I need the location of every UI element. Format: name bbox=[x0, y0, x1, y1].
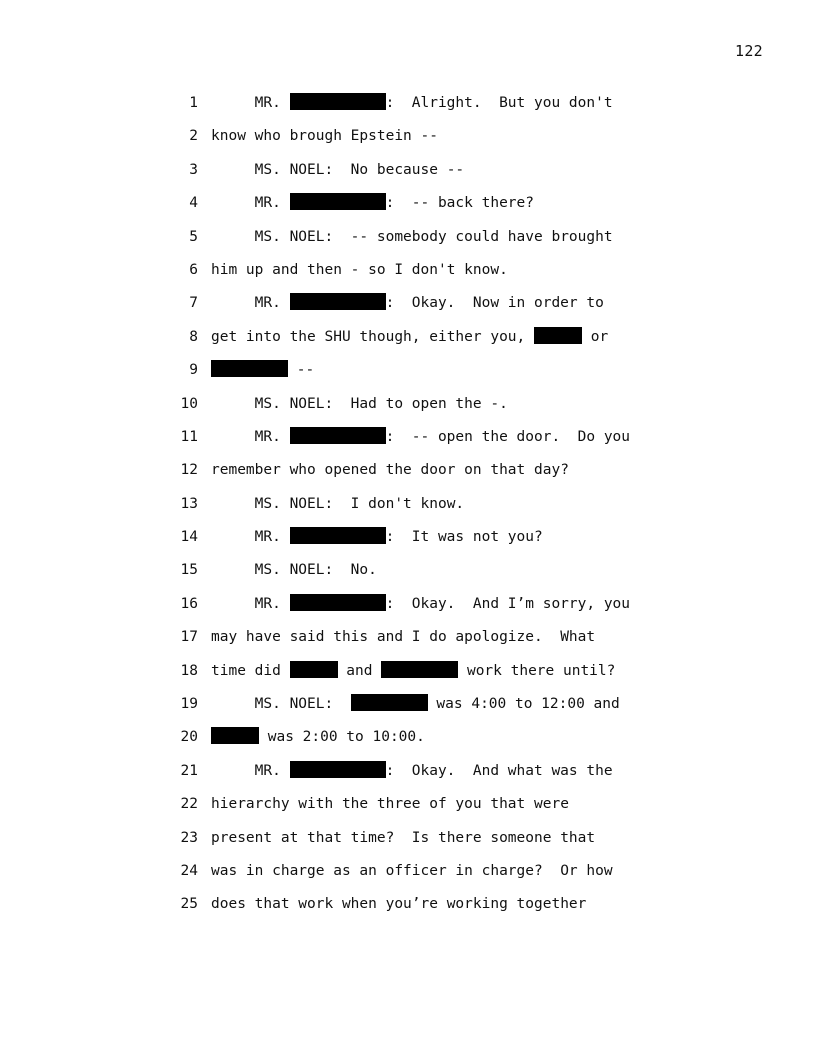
line-number: 4 bbox=[189, 195, 198, 212]
line-text bbox=[211, 721, 425, 754]
transcript-line bbox=[0, 354, 816, 387]
transcript-line bbox=[0, 822, 816, 855]
transcript-line bbox=[0, 120, 816, 153]
line-text bbox=[211, 221, 613, 254]
line-number: 13 bbox=[180, 495, 198, 512]
line-number: 9 bbox=[189, 362, 198, 379]
text-segment: and bbox=[337, 662, 382, 679]
transcript-body bbox=[0, 87, 816, 922]
text-segment: : Okay. And what was the bbox=[385, 762, 613, 779]
redaction-block bbox=[211, 727, 259, 744]
transcript-line bbox=[0, 721, 816, 754]
transcript-line bbox=[0, 621, 816, 654]
text-segment: know who brough Epstein -- bbox=[211, 128, 438, 145]
transcript-line bbox=[0, 388, 816, 421]
redaction-block bbox=[211, 360, 288, 377]
text-segment: MR. bbox=[211, 595, 290, 612]
line-number: 2 bbox=[189, 128, 198, 145]
transcript-line bbox=[0, 855, 816, 888]
redaction-block bbox=[290, 193, 386, 210]
text-segment: work there until? bbox=[458, 662, 616, 679]
line-text bbox=[211, 354, 314, 387]
transcript-line bbox=[0, 321, 816, 354]
text-segment: MR. bbox=[211, 95, 290, 111]
text-segment: remember who opened the door on that day? bbox=[211, 462, 569, 479]
transcript-line bbox=[0, 588, 816, 621]
transcript-line bbox=[0, 788, 816, 821]
line-number: 23 bbox=[180, 829, 198, 846]
text-segment: -- bbox=[288, 362, 315, 379]
line-text bbox=[211, 521, 543, 554]
line-text bbox=[211, 154, 464, 187]
line-number: 3 bbox=[189, 161, 198, 178]
line-number: 18 bbox=[180, 662, 198, 679]
line-text bbox=[211, 655, 615, 688]
transcript-line bbox=[0, 421, 816, 454]
line-text bbox=[211, 588, 630, 621]
text-segment: present at that time? Is there someone that bbox=[211, 829, 596, 846]
transcript-line bbox=[0, 755, 816, 788]
text-segment: : -- back there? bbox=[385, 195, 534, 212]
line-text bbox=[211, 755, 613, 788]
line-number: 6 bbox=[189, 261, 198, 278]
line-text bbox=[211, 421, 630, 454]
line-number: 8 bbox=[189, 328, 198, 345]
line-text bbox=[211, 688, 620, 721]
redaction-block bbox=[290, 661, 338, 678]
transcript-line bbox=[0, 488, 816, 521]
text-segment: : -- open the door. Do you bbox=[385, 428, 631, 445]
text-segment: hierarchy with the three of you that were bbox=[211, 796, 569, 813]
redaction-block bbox=[351, 694, 428, 711]
text-segment: get into the SHU though, either you, bbox=[211, 328, 535, 345]
line-text bbox=[211, 187, 534, 220]
line-number: 12 bbox=[180, 462, 198, 479]
text-segment: MS. NOEL: -- somebody could have brought bbox=[211, 228, 613, 245]
transcript-line bbox=[0, 888, 816, 921]
transcript-line bbox=[0, 454, 816, 487]
page-number: 122 bbox=[735, 42, 763, 60]
line-number: 7 bbox=[189, 295, 198, 312]
line-text bbox=[211, 120, 438, 153]
line-text bbox=[211, 254, 508, 287]
text-segment: : Okay. And I’m sorry, you bbox=[385, 595, 631, 612]
line-number: 14 bbox=[180, 529, 198, 546]
line-text bbox=[211, 87, 613, 120]
line-number: 21 bbox=[180, 762, 198, 779]
text-segment: MR. bbox=[211, 295, 290, 312]
transcript-line bbox=[0, 554, 816, 587]
line-text bbox=[211, 554, 377, 587]
line-number: 1 bbox=[189, 95, 198, 111]
text-segment: time did bbox=[211, 662, 290, 679]
text-segment: was 2:00 to 10:00. bbox=[259, 729, 425, 746]
text-segment: was in charge as an officer in charge? Or how bbox=[211, 862, 613, 879]
redaction-block bbox=[381, 661, 458, 678]
line-number: 16 bbox=[180, 595, 198, 612]
line-text bbox=[211, 855, 613, 888]
redaction-block bbox=[290, 527, 386, 544]
text-segment: MR. bbox=[211, 762, 290, 779]
transcript-line bbox=[0, 221, 816, 254]
line-text bbox=[211, 788, 569, 821]
redaction-block bbox=[290, 594, 386, 611]
line-number: 15 bbox=[180, 562, 198, 579]
line-text bbox=[211, 621, 595, 654]
line-number: 10 bbox=[180, 395, 198, 412]
text-segment: MS. NOEL: No. bbox=[211, 562, 377, 579]
redaction-block bbox=[290, 293, 386, 310]
redaction-block bbox=[290, 427, 386, 444]
text-segment: him up and then - so I don't know. bbox=[211, 261, 508, 278]
line-number: 22 bbox=[180, 796, 198, 813]
line-number: 11 bbox=[180, 428, 198, 445]
text-segment: MR. bbox=[211, 428, 290, 445]
transcript-line bbox=[0, 655, 816, 688]
text-segment: MS. NOEL: bbox=[211, 696, 351, 713]
text-segment: MR. bbox=[211, 529, 290, 546]
line-text bbox=[211, 454, 569, 487]
line-text bbox=[211, 488, 464, 521]
text-segment: was 4:00 to 12:00 and bbox=[427, 696, 620, 713]
line-number: 19 bbox=[180, 696, 198, 713]
text-segment: may have said this and I do apologize. What bbox=[211, 629, 596, 646]
redaction-block bbox=[290, 93, 386, 110]
transcript-line bbox=[0, 254, 816, 287]
text-segment: MS. NOEL: No because -- bbox=[211, 161, 465, 178]
line-number: 5 bbox=[189, 228, 198, 245]
transcript-line bbox=[0, 521, 816, 554]
transcript-line bbox=[0, 688, 816, 721]
line-text bbox=[211, 321, 608, 354]
line-number: 24 bbox=[180, 862, 198, 879]
line-number: 17 bbox=[180, 629, 198, 646]
line-number: 25 bbox=[180, 896, 198, 913]
transcript-line bbox=[0, 154, 816, 187]
line-text bbox=[211, 888, 586, 921]
text-segment: : It was not you? bbox=[385, 529, 543, 546]
text-segment: or bbox=[582, 328, 609, 345]
text-segment: : Okay. Now in order to bbox=[385, 295, 604, 312]
text-segment: MS. NOEL: I don't know. bbox=[211, 495, 465, 512]
transcript-line bbox=[0, 187, 816, 220]
text-segment: MS. NOEL: Had to open the -. bbox=[211, 395, 508, 412]
redaction-block bbox=[534, 327, 582, 344]
text-segment: does that work when you’re working together bbox=[211, 896, 587, 913]
text-segment: : Alright. But you don't bbox=[385, 95, 613, 111]
line-text bbox=[211, 287, 604, 320]
transcript-line bbox=[0, 87, 816, 120]
redaction-block bbox=[290, 761, 386, 778]
transcript-line bbox=[0, 287, 816, 320]
text-segment: MR. bbox=[211, 195, 290, 212]
line-text bbox=[211, 388, 508, 421]
line-text bbox=[211, 822, 595, 855]
line-number: 20 bbox=[180, 729, 198, 746]
